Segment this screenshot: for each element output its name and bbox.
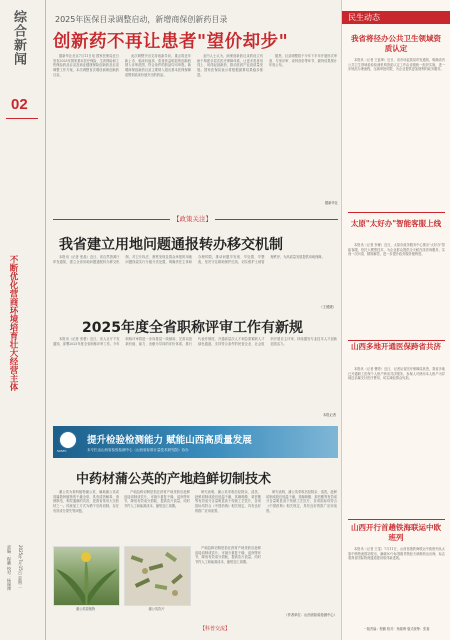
dandelion-leaves-icon xyxy=(54,547,119,605)
story3-headline: 2025年度全省职称评审工作有新规 xyxy=(82,320,303,336)
dandelion-plant-photo xyxy=(53,546,120,606)
tech-logo-icon xyxy=(59,431,77,449)
tech-banner-title: 提升检验检测能力 赋能山西高质量发展 xyxy=(87,435,252,446)
right-sidebar xyxy=(341,0,450,640)
sidebar-divider-1 xyxy=(348,212,445,213)
story4-col4: 研究表明，蒲公英采收后经除杂、清洗，趁鲜切制成段后低温干燥，其咖啡酸、菊苣酸等有效成分含量明显高于传统工艺饮片，各项指标均符合《中国药典》相关规定，具有良好的推广应用前景。 xyxy=(266,490,337,513)
tech-banner-subtitle: 本专栏由山西省检验检测中心（山西省标准计量技术研究院）协办 xyxy=(87,448,189,452)
footer-date: 2025年7月15日 星期二 xyxy=(18,545,23,589)
sidebar-item3-body: 本报讯（记者 曹婷）近日，记者从省医疗保障局获悉，我省多地已开通职工医保个人账户跨省共济服务，参保人可使用本人账户为异地近亲属支付医疗费用，切实减轻群众负担。 xyxy=(348,367,445,381)
story4-footer: 【科普交流】 xyxy=(200,626,231,632)
dandelion-slices-photo xyxy=(124,546,191,606)
sidebar-divider-3 xyxy=(348,519,445,520)
story3-body: 本报讯（记者 张蕾）近日，省人社厅下发通知，部署2025年度全省职称评审工作。今年职称评审将进一步向基层一线倾斜，完善以创新价值、能力、贡献为导向的评价体系，推行代表作制度，开通高层次人才和急需紧缺人才绿色通道，支持符合条件的民营企业、社会组织开展自主评审，持续激发专业技术人才创新创造活力。 xyxy=(53,337,337,346)
page-number: 02 xyxy=(11,96,28,113)
story4-headline: 中药材蒲公英的产地趋鲜切制技术 xyxy=(76,472,272,487)
sidebar-item2-body: 本报讯（记者 李雁）近日，太原市政务服务中心推出"太好办"智能客服，依托大模型技术，为企业群众提供全天候在线咨询服务，实现一次问清、精准解答，进一步提升政务服务便利度。 xyxy=(348,243,445,257)
lead-story-kicker: 2025年医保目录调整启动，新增商保创新药目录 xyxy=(55,15,228,24)
sidebar-item4-title: 山西开行首趟铁海联运中欧班列 xyxy=(351,523,441,542)
lead-story-columns xyxy=(53,54,338,206)
left-divider xyxy=(6,118,38,119)
policy-banner-label: 【政策关注】 xyxy=(170,214,215,223)
story4-byline: （作者单位：山西省检验检测中心） xyxy=(284,613,337,617)
story2-byline: （王媛媛） xyxy=(319,305,336,309)
story4-col3: 研究表明，蒲公英采收后经除杂、清洗，趁鲜切制成段后低温干燥，其咖啡酸、菊苣酸等有效成分含量明显高于传统工艺饮片，各项指标均符合《中国药典》相关规定，具有良好的推广应用前景。 xyxy=(195,490,261,513)
sidebar-footer: 一版责编：程鹏 校对：杨瑞博 版式统筹：张嘉 xyxy=(363,627,430,631)
sidebar-item1-body: 本报讯（记者 王蓝坤）近日，省市场监管局印发通知，明确省内公共卫生领域检验检测机构资质认定工作由省级统一组织实施，进一步规范办理流程，压减审批时限，为企业提供更加便利的政务服务。 xyxy=(348,58,445,72)
story4-col2: 产地趋鲜切制是指在药材产地采收后趁鲜直接切制成饮片，可减少重复干燥、浸润等环节，降低有效成分损耗，提高饮片质量，同时节约人工和能源成本，缩短加工周期。 xyxy=(124,490,190,509)
sidebar-item2-title: 太原"太好办"智能客服上线 xyxy=(350,219,442,228)
story3-byline: 本报记者 xyxy=(322,413,336,417)
herbal-slices-icon xyxy=(125,547,190,605)
section-name: 综合新闻 xyxy=(11,10,26,66)
dandelion-slices-caption: 蒲公英饮片 xyxy=(148,607,165,611)
sidebar-item4-body: 本报讯（记者 王雯）7月11日，山西首趟铁海联运中欧班列从太原中鼎物流园站驶出，满载50个标准箱货物经天津港转运出海，标志着我省国际物流通道建设取得新进展。 xyxy=(348,547,445,561)
sidebar-item1-title: 我省将径办公共卫生领域资质认定 xyxy=(351,34,441,53)
sidebar-item3-title: 山西多地开通医保跨省共济 xyxy=(351,342,441,351)
lead-story-col1: 据新华社北京7月11日电 国家医保局近日发布2025年国家基本医疗保险、生育保险和工伤保险药品目录及商业健康保险创新药品目录调整工作方案，本次调整首次增设商保创新药目录。 xyxy=(53,54,119,77)
sidebar-header: 民生动态 xyxy=(342,11,450,24)
tech-banner xyxy=(53,426,338,458)
lead-story-headline: 创新药不再让患者"望价却步" xyxy=(53,32,289,52)
left-column xyxy=(0,0,46,640)
lead-story-col3: 业内人士认为，商保创新药目录的设立有助于构建多层次医疗保障体系，让更多患者用得上、用得起创新药，推动医药产业高质量发展。国家医保局表示将根据测算结果稳步推进。 xyxy=(197,54,263,77)
lead-story-col2: 此次调整突出支持创新导向，重点将近年新上市、临床价值高、患者获益明显的创新药纳入评审范围，符合条件的药品均可申报。新增商保创新药目录主要纳入超出基本医保保障范围但临床价值突出的药品。 xyxy=(125,54,191,77)
slogan: 不断优化营商环境培育壮大经营主体 xyxy=(8,255,18,391)
story2-body: 本报讯（记者 张晶）近日，省自然资源厅印发通知，建立全省用地问题通报转办移交机制，对卫片执法、督察发现及群众举报的用地问题线索实行分级分类处置，明确责任主体和办理时限，推动问题早发现、早处置、早整改，坚决守住耕地保护红线，切实维护土地管理秩序，为高质量发展提供用地保障。 xyxy=(53,255,325,264)
story4-col1: 蒲公英为菊科植物蒲公英、碱地蒲公英或同属数种植物的干燥全草，具有清热解毒、消肿散结、利尿通淋的功效，是我省常用大宗药材之一。传统加工方式为晒干后再切制，存在有效成分损失等问题。 xyxy=(53,490,119,513)
lead-story-byline: 据新华社 xyxy=(324,201,338,205)
dandelion-plant-caption: 蒲公英原植物 xyxy=(75,607,96,611)
footer-editor: 责编：程鹏 校对：杨瑞博 xyxy=(7,545,12,591)
story2-headline: 我省建立用地问题通报转办移交机制 xyxy=(59,237,283,253)
lead-story-col4: 据悉，目录调整将于今年下半年开展形式审查、专家评审、谈判竞价等环节，最终结果预计年底公布。 xyxy=(269,54,337,68)
sidebar-divider-2 xyxy=(348,340,445,341)
story4-col2b: 产地趋鲜切制是指在药材产地采收后趁鲜直接切制成饮片，可减少重复干燥、浸润等环节，降低有效成分损耗，提高饮片质量，同时节约人工和能源成本，缩短加工周期。 xyxy=(195,546,261,565)
tech-logo-text: SXSTC xyxy=(57,449,67,453)
